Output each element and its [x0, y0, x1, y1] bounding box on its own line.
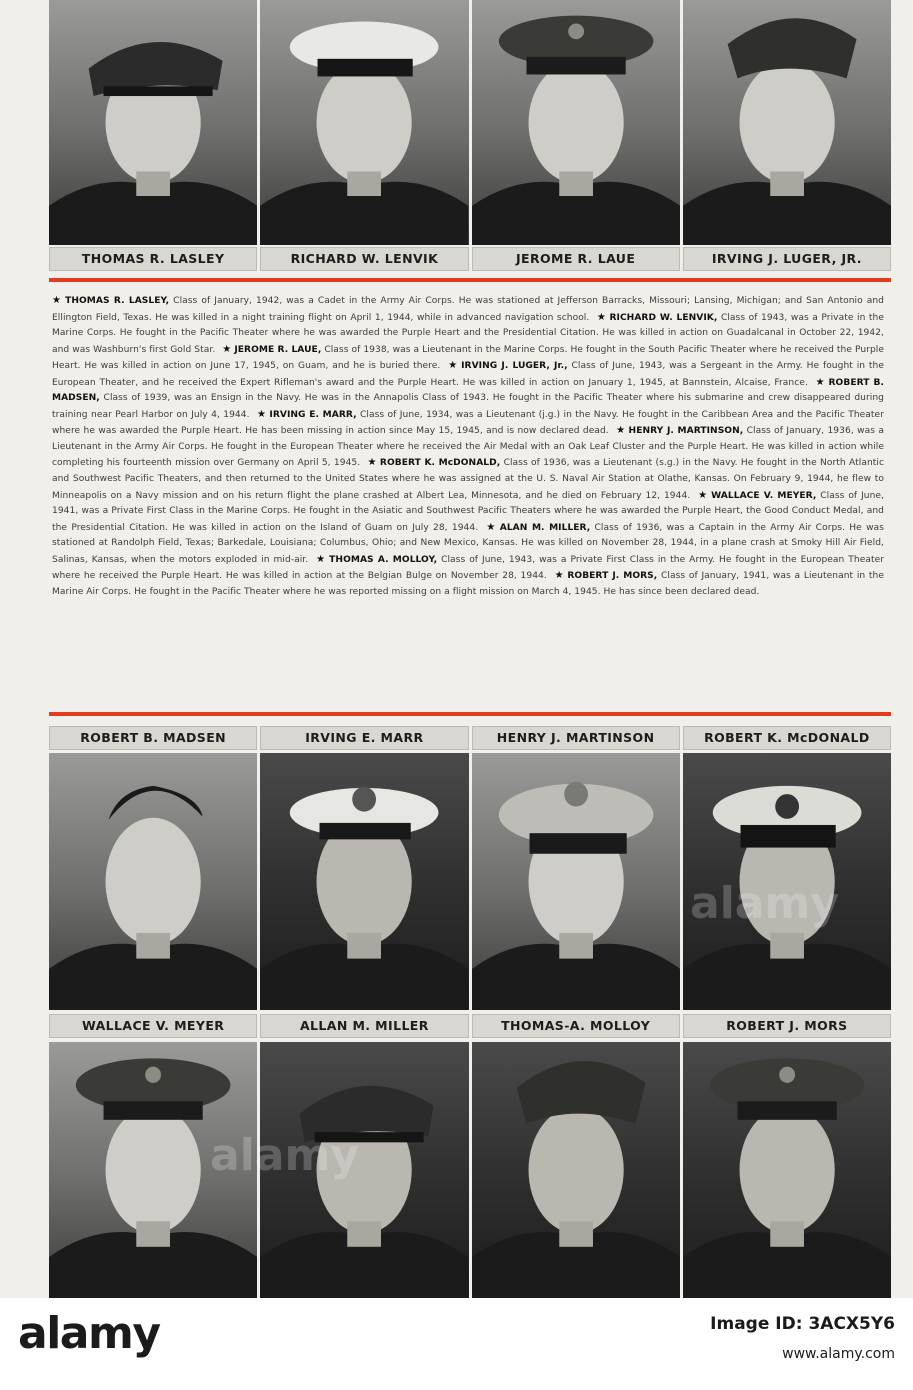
navy-white-cap-icon	[260, 753, 468, 1010]
entry-name: JEROME R. LAUE,	[234, 344, 322, 355]
star-icon: ★	[448, 360, 459, 372]
entry-text: Class of 1939, was an Ensign in the Navy. He was in the Annapolis Class of 1943. He fought in the Pacific Theater where his submarine and crew disappeared during training near Pearl Harbor on July 4, 1944.	[52, 393, 884, 420]
entry-name: ROBERT J. MORS,	[567, 571, 658, 582]
entry-name: WALLACE V. MEYER,	[711, 490, 817, 501]
entry-name: IRVING J. LUGER, Jr.,	[461, 361, 568, 372]
marine-cap-icon	[683, 1042, 891, 1298]
portrait-cell	[472, 726, 680, 1010]
top-portrait-row	[49, 0, 891, 272]
top-red-rule	[49, 278, 891, 282]
star-icon: ★	[554, 570, 565, 582]
star-icon: ★	[222, 343, 232, 355]
entry-text: Class of January, 1936, was a Lieutenant in the Army Air Corps. He fought in the European Theater where he received the Air Medal with an Oak Leaf Cluster and the Purple Heart. He was killed in action while completing his fourteenth mission over Germany on April 5, 1945.	[52, 426, 884, 469]
portrait-cell	[49, 726, 257, 1010]
portrait-caption: RICHARD W. LENVIK	[260, 247, 468, 271]
star-icon: ★	[256, 408, 267, 420]
entry-name: ROBERT B. MADSEN,	[52, 377, 884, 404]
portrait-cell	[49, 1014, 257, 1298]
portrait-caption: THOMAS-A. MOLLOY	[472, 1014, 680, 1038]
entry-name: RICHARD W. LENVIK,	[609, 312, 718, 323]
marine-cap-icon	[472, 0, 680, 245]
entry-text: Class of 1936, was a Captain in the Army Air Corps. He was stationed at Randolph Field, Texas; Barkedale, Louisiana; Columbus, Ohio; and New Mexico, Kansas. He was killed on November 28, 1944, in a plane crash at Smoky Hill Air Field, Salinas, Kansas, when the motors exploded in mid-air.	[52, 522, 884, 565]
portrait-caption: ROBERT B. MADSEN	[49, 726, 257, 750]
garrison-cap-icon	[683, 0, 891, 245]
portrait-cell	[683, 0, 891, 272]
entry-text: Class of 1943, was a Private in the Marine Corps. He fought in the Pacific Theater where he was awarded the Purple Heart and the Presidential Citation. He was killed in action on Guadalcanal in October 22, 1942, and was Washburn's first Gold Star.	[52, 312, 884, 355]
watermark-url: www.alamy.com	[782, 1346, 895, 1362]
star-icon: ★	[616, 425, 626, 437]
portrait-caption: IRVING E. MARR	[260, 726, 468, 750]
star-icon: ★	[52, 295, 63, 306]
portrait-caption: ALLAN M. MILLER	[260, 1014, 468, 1038]
entry-text: Class of June, 1941, was a Private First Class in the Marine Corps. He fought in the Asiatic and Southwest Pacific Theaters where he was awarded the Purple Heart, the Good Conduct Medal, and the Presidential Citation. He was killed in action on the Island of Guam on July 28, 1944.	[52, 490, 885, 533]
army-officer-cap-icon	[472, 753, 680, 1010]
memorial-text	[52, 293, 884, 600]
overlay-watermark: alamy	[210, 1130, 359, 1181]
portrait-caption: ROBERT K. McDONALD	[683, 726, 891, 750]
portrait-caption: WALLACE V. MEYER	[49, 1014, 257, 1038]
entry-text: Class of June, 1943, was a Private First Class in the Army. He fought in the European Theater where he received the Purple Heart. He was killed in action at the Belgian Bulge on November 28, 1944.	[52, 554, 885, 582]
portrait-cell	[472, 0, 680, 272]
bareheaded-icon	[49, 753, 257, 1010]
entry-text: Class of 1936, was a Lieutenant (s.g.) in the Navy. He fought in the North Atlantic and Southwest Pacific Theaters, and then returned to the United States where he was assigned at the U. S. Naval Air Station at Olathe, Kansas. On February 9, 1944, he flew to Minneapolis on a Navy mission and on his return flight the plane crashed at Albert Lea, Minnesota, and he died on February 12, 1944.	[52, 458, 884, 501]
star-icon: ★	[815, 376, 826, 388]
portrait-caption: IRVING J. LUGER, JR.	[683, 247, 891, 271]
portrait-caption: HENRY J. MARTINSON	[472, 726, 680, 750]
star-icon: ★	[367, 457, 377, 469]
portrait-cell	[683, 1014, 891, 1298]
garrison-cap-icon	[472, 1042, 680, 1298]
middle-portrait-row	[49, 726, 891, 1010]
portrait-cell	[683, 726, 891, 1010]
bottom-portrait-row	[49, 1014, 891, 1298]
entry-name: ALAN M. MILLER,	[499, 522, 591, 533]
entry-name: THOMAS A. MOLLOY,	[329, 554, 438, 565]
star-icon: ★	[596, 311, 607, 323]
entry-name: HENRY J. MARTINSON,	[628, 426, 744, 437]
marine-cap-icon	[49, 1042, 257, 1298]
star-icon: ★	[316, 553, 327, 565]
portrait-cell	[49, 0, 257, 272]
portrait-cell	[472, 1014, 680, 1298]
portrait-caption: JEROME R. LAUE	[472, 247, 680, 271]
portrait-cell	[260, 726, 468, 1010]
portrait-caption: THOMAS R. LASLEY	[49, 247, 257, 271]
image-id: Image ID: 3ACX5Y6	[710, 1314, 895, 1334]
entry-name: ROBERT K. McDONALD,	[379, 458, 501, 469]
middle-red-rule	[49, 712, 891, 716]
overlay-watermark: alamy	[690, 878, 839, 929]
portrait-cell	[260, 1014, 468, 1298]
aviator-cap-icon	[260, 1042, 468, 1298]
portrait-cell	[260, 0, 468, 272]
entry-text: Class of 1938, was a Lieutenant in the Marine Corps. He fought in the South Pacific Theater where he received the Purple Heart. He was killed in action on June 17, 1945, on Guam, and he is buried there.	[52, 344, 885, 372]
entry-name: IRVING E. MARR,	[269, 409, 357, 420]
navy-dark-cap-icon	[683, 753, 891, 1010]
portrait-caption: ROBERT J. MORS	[683, 1014, 891, 1038]
entry-text: Class of June, 1943, was a Sergeant in the Army. He fought in the European Theater, and he received the Expert Rifleman's award and the Purple Heart. He was killed in action on January 1, 1945, at Bannstein, Alcaise, France.	[52, 361, 884, 388]
marine-white-cap-icon	[260, 0, 468, 245]
alamy-logo: alamy	[18, 1308, 160, 1359]
entry-text: Class of January, 1942, was a Cadet in the Army Air Corps. He was stationed at Jefferson Barracks, Missouri; Lansing, Michigan; and San Antonio and Ellington Field, Texas. He was killed in a night training flight on April 1, 1944, while in advanced navigation school.	[52, 296, 885, 323]
star-icon: ★	[698, 489, 709, 501]
entry-text: Class of June, 1934, was a Lieutenant (j.g.) in the Navy. He fought in the Caribbean Area and the Pacific Theater where he was awarded the Purple Heart. He has been missing in action since May 15, 1945, and is now declared dead.	[52, 409, 884, 437]
entry-text: Class of January, 1941, was a Lieutenant in the Marine Air Corps. He fought in the Pacific Theater where he was reported missing on a flight mission on March 4, 1945. He has since been declared dead.	[52, 571, 885, 597]
star-icon: ★	[486, 521, 497, 533]
entry-name: THOMAS R. LASLEY,	[65, 296, 170, 306]
aviator-cap-icon	[49, 0, 257, 245]
